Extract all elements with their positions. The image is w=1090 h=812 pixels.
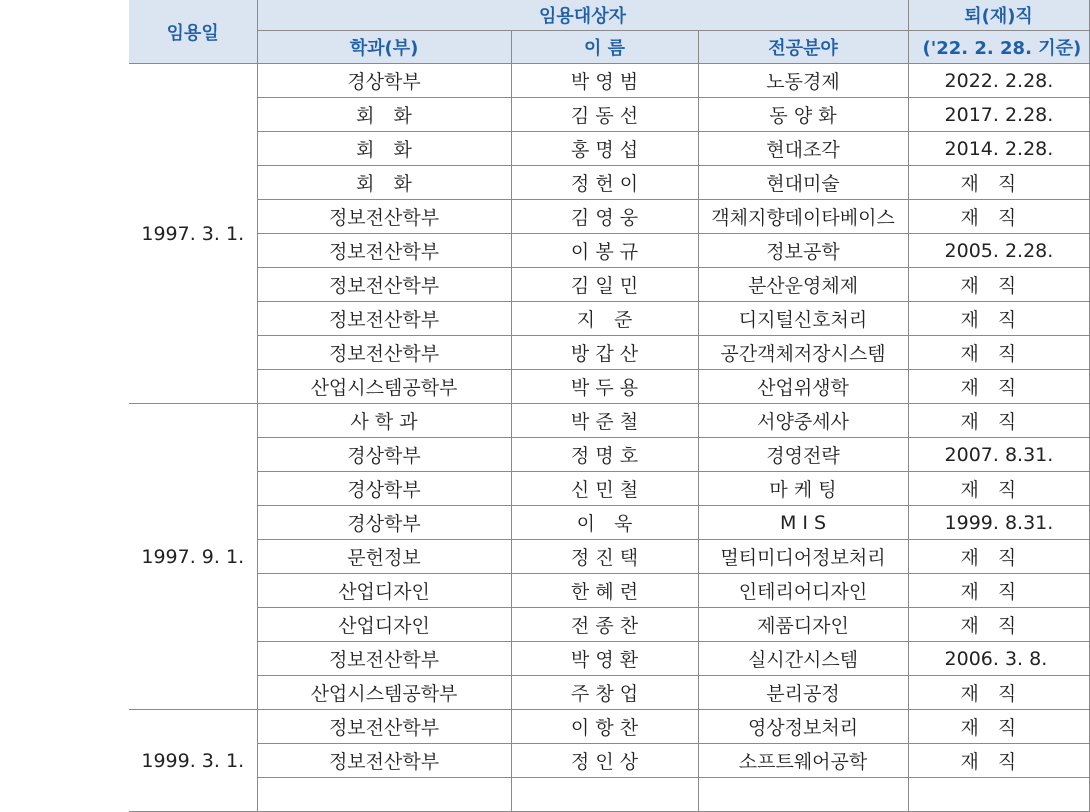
table-row — [129, 166, 1089, 200]
status-cell: 재 직 — [908, 676, 1089, 710]
department-cell: 회 화 — [257, 166, 511, 200]
field-cell: 서양중세사 — [698, 404, 908, 438]
name-cell: 이 봉 규 — [511, 234, 698, 268]
table-row — [129, 234, 1089, 268]
status-cell: 재 직 — [908, 472, 1089, 506]
status-cell: 재 직 — [908, 268, 1089, 302]
field-cell: 마 케 팅 — [698, 472, 908, 506]
header-dept: 학과(부) — [257, 31, 511, 64]
status-cell: 재 직 — [908, 200, 1089, 234]
name-cell: 전 종 찬 — [511, 608, 698, 642]
table-row — [129, 608, 1089, 642]
name-cell: 김 영 웅 — [511, 200, 698, 234]
department-cell: 산업디자인 — [257, 574, 511, 608]
status-cell: 재 직 — [908, 166, 1089, 200]
name-cell: 홍 명 섭 — [511, 132, 698, 166]
department-cell: 회 화 — [257, 132, 511, 166]
status-cell: 2006. 3. 8. — [908, 642, 1089, 676]
status-cell: 1999. 8.31. — [908, 506, 1089, 540]
field-cell: 현대조각 — [698, 132, 908, 166]
department-cell: 문헌정보 — [257, 540, 511, 574]
name-cell: 신 민 철 — [511, 472, 698, 506]
status-cell: 재 직 — [908, 540, 1089, 574]
table-row — [129, 642, 1089, 676]
department-cell: 경상학부 — [257, 438, 511, 472]
table-row — [129, 404, 1089, 438]
field-cell: M I S — [698, 506, 908, 540]
status-cell: 2005. 2.28. — [908, 234, 1089, 268]
department-cell: 산업시스템공학부 — [257, 676, 511, 710]
status-cell: 재 직 — [908, 710, 1089, 744]
field-cell: 분리공정 — [698, 676, 908, 710]
name-cell: 주 창 업 — [511, 676, 698, 710]
name-cell: 정 인 상 — [511, 744, 698, 778]
field-cell: 현대미술 — [698, 166, 908, 200]
field-cell: 산업위생학 — [698, 370, 908, 404]
table-row — [129, 506, 1089, 540]
name-cell: 이 욱 — [511, 506, 698, 540]
department-cell: 정보전산학부 — [257, 744, 511, 778]
field-cell: 노동경제 — [698, 64, 908, 98]
field-cell: 소프트웨어공학 — [698, 744, 908, 778]
field-cell — [698, 778, 908, 812]
appointment-date: 1997. 9. 1. — [129, 404, 257, 710]
table-row — [129, 336, 1089, 370]
department-cell: 경상학부 — [257, 472, 511, 506]
department-cell: 경상학부 — [257, 506, 511, 540]
table-header — [129, 0, 1089, 64]
table-row — [129, 370, 1089, 404]
name-cell: 박 준 철 — [511, 404, 698, 438]
field-cell: 멀티미디어정보처리 — [698, 540, 908, 574]
status-cell: 재 직 — [908, 302, 1089, 336]
header-name: 이 름 — [511, 31, 698, 64]
name-cell: 지 준 — [511, 302, 698, 336]
field-cell: 제품디자인 — [698, 608, 908, 642]
name-cell: 방 갑 산 — [511, 336, 698, 370]
name-cell: 한 혜 련 — [511, 574, 698, 608]
table-row — [129, 64, 1089, 98]
header-status: 퇴(재)직 — [908, 0, 1089, 31]
field-cell: 동 양 화 — [698, 98, 908, 132]
field-cell: 영상정보처리 — [698, 710, 908, 744]
field-cell: 실시간시스템 — [698, 642, 908, 676]
table-row — [129, 744, 1089, 778]
department-cell: 정보전산학부 — [257, 200, 511, 234]
table-row — [129, 676, 1089, 710]
name-cell: 정 명 호 — [511, 438, 698, 472]
status-cell: 2014. 2.28. — [908, 132, 1089, 166]
department-cell — [257, 778, 511, 812]
status-cell: 재 직 — [908, 744, 1089, 778]
field-cell: 객체지향데이타베이스 — [698, 200, 908, 234]
name-cell: 이 항 찬 — [511, 710, 698, 744]
appointment-date: 1997. 3. 1. — [129, 64, 257, 404]
table-row — [129, 302, 1089, 336]
header-field: 전공분야 — [698, 31, 908, 64]
field-cell: 정보공학 — [698, 234, 908, 268]
name-cell: 박 영 범 — [511, 64, 698, 98]
name-cell: 김 동 선 — [511, 98, 698, 132]
status-cell: 2022. 2.28. — [908, 64, 1089, 98]
table-row — [129, 132, 1089, 166]
name-cell: 김 일 민 — [511, 268, 698, 302]
header-date: 임용일 — [129, 0, 257, 64]
faculty-appointment-table — [129, 0, 1090, 812]
table-row — [129, 540, 1089, 574]
status-cell: 재 직 — [908, 370, 1089, 404]
department-cell: 산업디자인 — [257, 608, 511, 642]
table-body — [129, 64, 1089, 812]
status-cell: 재 직 — [908, 336, 1089, 370]
field-cell: 공간객체저장시스템 — [698, 336, 908, 370]
status-cell — [908, 778, 1089, 812]
department-cell: 회 화 — [257, 98, 511, 132]
name-cell: 정 헌 이 — [511, 166, 698, 200]
department-cell: 경상학부 — [257, 64, 511, 98]
appointment-date: 1999. 3. 1. — [129, 710, 257, 812]
department-cell: 사 학 과 — [257, 404, 511, 438]
name-cell: 박 두 용 — [511, 370, 698, 404]
field-cell: 경영전략 — [698, 438, 908, 472]
field-cell: 인테리어디자인 — [698, 574, 908, 608]
table-row — [129, 98, 1089, 132]
table-row — [129, 472, 1089, 506]
header-target: 임용대상자 — [257, 0, 908, 31]
table-row — [129, 710, 1089, 744]
field-cell: 디지털신호처리 — [698, 302, 908, 336]
department-cell: 산업시스템공학부 — [257, 370, 511, 404]
department-cell: 정보전산학부 — [257, 710, 511, 744]
department-cell: 정보전산학부 — [257, 336, 511, 370]
department-cell: 정보전산학부 — [257, 642, 511, 676]
name-cell: 박 영 환 — [511, 642, 698, 676]
status-cell: 재 직 — [908, 574, 1089, 608]
table-row — [129, 268, 1089, 302]
status-cell: 재 직 — [908, 608, 1089, 642]
status-cell: 재 직 — [908, 404, 1089, 438]
name-cell: 정 진 택 — [511, 540, 698, 574]
department-cell: 정보전산학부 — [257, 268, 511, 302]
table-row — [129, 778, 1089, 812]
field-cell: 분산운영체제 — [698, 268, 908, 302]
name-cell — [511, 778, 698, 812]
table-row — [129, 438, 1089, 472]
table-row — [129, 574, 1089, 608]
table-row — [129, 200, 1089, 234]
status-cell: 2007. 8.31. — [908, 438, 1089, 472]
header-status-sub: ('22. 2. 28. 기준) — [908, 31, 1089, 64]
department-cell: 정보전산학부 — [257, 302, 511, 336]
department-cell: 정보전산학부 — [257, 234, 511, 268]
status-cell: 2017. 2.28. — [908, 98, 1089, 132]
